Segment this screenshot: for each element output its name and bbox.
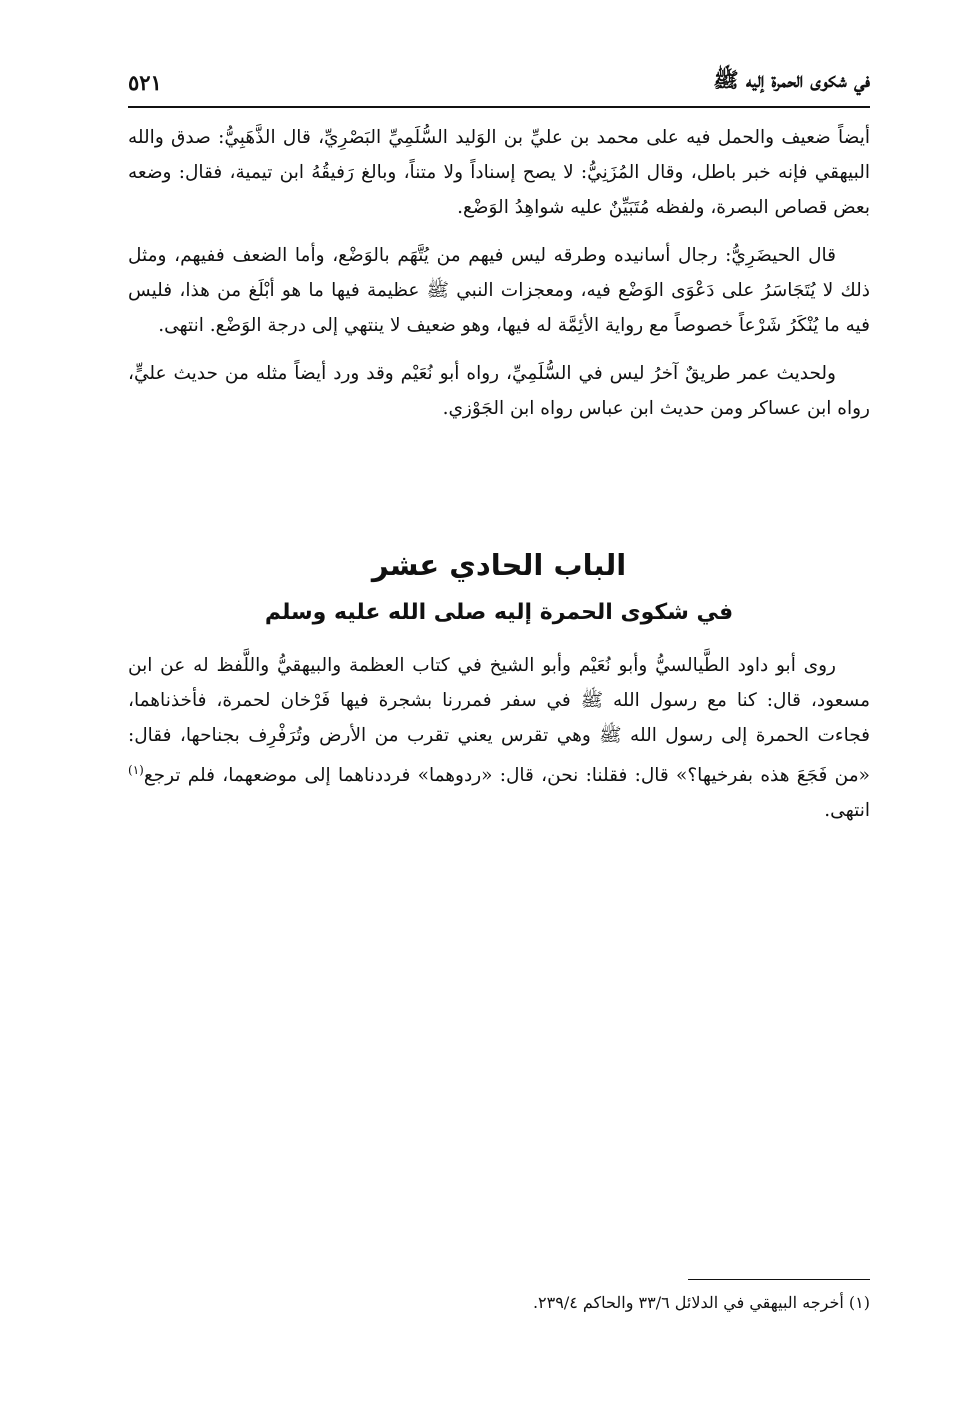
- paragraph-2: قال الحيضَرِيُّ: رجال أسانيده وطرقه ليس فيهم من يُتَّهَم بالوَضْع، وأما الضعف ففيهم، ومثل ذلك لا يُتَجَاسَرُ على دَعْوَى الوَضْع فيه، ومعجزات النبي ﷺ عظيمة فيها ما هو أبْلَغ من هذا، فليس فيه ما يُنْكَرُ شَرْعاً خصوصاً مع رواية الأئِمَّة له فيها، وهو ضعيف لا ينتهي إلى درجة الوَضْع. انتهى.: [128, 245, 870, 336]
- story-ending: انتهى.: [824, 800, 870, 822]
- running-title: في شكوى الحمرة إليه ﷺ: [713, 66, 870, 92]
- chapter-subheading: في شكوى الحمرة إليه صلى الله عليه وسلم: [264, 600, 734, 625]
- running-header: [128, 62, 870, 102]
- story-paragraph: [128, 648, 870, 828]
- chapter-heading: الباب الحادي عشر: [371, 548, 627, 582]
- footnote-divider: [688, 1279, 870, 1280]
- header-divider: [128, 106, 870, 108]
- page-number: ٥٢١: [128, 69, 162, 95]
- body-text: [128, 120, 870, 439]
- footnote-marker[interactable]: (١): [128, 763, 144, 777]
- story-body: روى أبو داود الطَّيالسيُّ وأبو نُعَيْم وأبو الشيخ في كتاب العظمة والبيهقيُّ واللَّفظ له عن ابن مسعود، قال: كنا مع رسول الله ﷺ في سفر فمررنا بشجرة فيها فَرْخان لحمرة، فأخذناهما، فجاءت الحمرة إلى رسول الله ﷺ وهي تقرس يعني تقرب من الأرض وتُرَفْرِف بجناحها، فقال: «من فَجَعَ هذه بفرخيها؟» قال: فقلنا: نحن، قال: «ردوهما» فرددناهما إلى موضعهما، فلم ترجع: [128, 655, 870, 787]
- paragraph-3: ولحديث عمر طريقٌ آخرُ ليس في السُّلَمِيِّ، رواه أبو نُعَيْم وقد ورد أيضاً مثله من حديث عليٍّ، رواه ابن عساكر ومن حديث ابن عباس رواه ابن الجَوْزي.: [128, 363, 870, 419]
- paragraph-1: أيضاً ضعيف والحمل فيه على محمد بن عليِّ بن الوَليد السُّلَمِيِّ البَصْرِيِّ، قال الذَّهَبِيُّ: صدق والله البيهقي فإنه خبر باطل، وقال المُزَنِيُّ: لا يصح إسناداً ولا متناً، وبالغ رَفيقُهُ ابن تيمية، فقال: وضعه بعض قصاص البصرة، ولفظه مُتَبَيِّنٌ عليه شواهِدُ الوَضْع.: [128, 127, 870, 218]
- story-text: [128, 648, 870, 828]
- footnote: (١) أخرجه البيهقي في الدلائل ٣٣/٦ والحاكم ٢٣٩/٤.: [532, 1293, 870, 1312]
